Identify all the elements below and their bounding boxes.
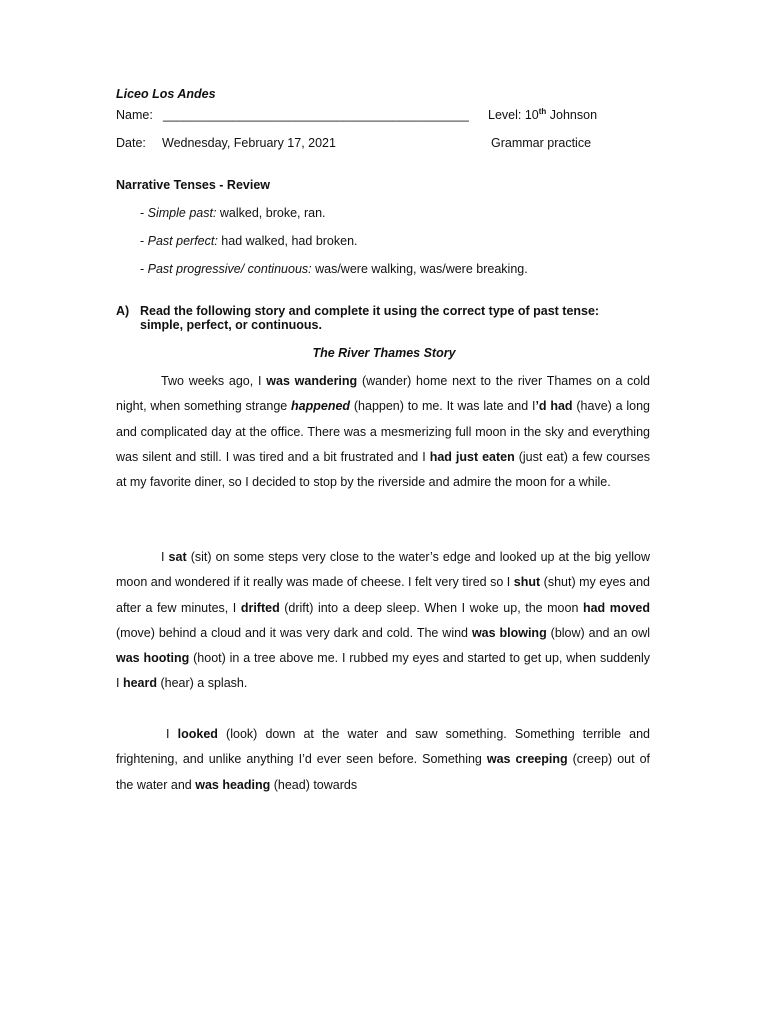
bullet-dash: - <box>140 262 148 276</box>
story-text: (hear) a splash. <box>157 676 248 691</box>
answer-verb: had just eaten <box>429 449 515 464</box>
answer-verb: was hooting <box>116 651 190 666</box>
tense-past-progressive <box>140 262 528 276</box>
story-text: (hoot) in a tree above me. I rubbed my eyes and started to get up, when suddenly I <box>116 651 651 691</box>
tense-examples: walked, broke, ran. <box>216 206 326 220</box>
level-superscript: th <box>538 106 547 116</box>
story-text: I <box>166 727 178 741</box>
answer-verb: happened <box>291 399 351 414</box>
answer-verb: was heading <box>195 777 271 792</box>
task-letter: A) <box>116 304 130 318</box>
story-text: (shut) my eyes and after a few minutes, I <box>116 575 651 615</box>
story-paragraph-1 <box>116 369 650 495</box>
date-value: Wednesday, February 17, 2021 <box>162 136 336 150</box>
answer-verb: drifted <box>240 600 280 615</box>
tense-term: Simple past: <box>147 206 217 220</box>
level-label <box>488 108 597 122</box>
story-text: (move) behind a cloud and it was very dark and cold. The wind <box>116 625 472 640</box>
level-suffix: Johnson <box>546 108 598 122</box>
story-text: I <box>161 550 169 564</box>
tense-term: Past perfect: <box>147 234 218 248</box>
name-blank-line: ____________________________________________ <box>163 108 469 122</box>
bullet-dash: - <box>140 206 148 220</box>
review-title: Narrative Tenses - Review <box>116 178 271 192</box>
story-text: (look) down at the water and saw something. Something terrible and frightening, and unlike anything I’d ever seen before. Something <box>116 727 651 767</box>
story-text: (head) towards <box>270 777 358 792</box>
story-title: The River Thames Story <box>312 346 456 360</box>
name-label: Name: <box>116 108 153 122</box>
tense-term: Past progressive/ continuous: <box>147 262 312 276</box>
task-instruction <box>116 304 656 332</box>
level-prefix: Level: 10 <box>488 108 539 122</box>
story-text: (blow) and an owl <box>546 625 650 640</box>
subject-label: Grammar practice <box>491 136 592 150</box>
answer-verb: had moved <box>582 600 650 615</box>
story-text: (creep) out of the water and <box>116 752 650 792</box>
story-text: (happen) to me. It was late and I <box>350 399 536 414</box>
story-text: (have) a long and complicated day at the office. There was a mesmerizing full moon in the sky and everything was silent and still. I was tired and a bit frustrated and I <box>116 399 650 464</box>
tense-examples: had walked, had broken. <box>217 234 358 248</box>
answer-verb: sat <box>168 550 187 564</box>
answer-verb: was creeping <box>486 752 568 767</box>
answer-verb: looked <box>177 727 218 741</box>
answer-verb: was wandering <box>266 374 358 388</box>
answer-verb: shut <box>513 575 541 590</box>
story-text: (just eat) a few courses at my favorite diner, so I decided to stop by the riverside and admire the moon for a while. <box>116 449 650 490</box>
tense-simple-past <box>140 206 326 220</box>
story-text: Two weeks ago, I <box>161 374 267 388</box>
bullet-dash: - <box>140 234 148 248</box>
task-line-2: simple, perfect, or continuous. <box>140 318 322 332</box>
story-text: (drift) into a deep sleep. When I woke up, the moon <box>279 600 583 615</box>
story-text: (wander) home next to the river Thames on a cold night, when something strange <box>116 374 650 414</box>
story-paragraph-2 <box>116 545 650 697</box>
story-paragraph-3 <box>116 722 650 798</box>
story-text: (sit) on some steps very close to the water’s edge and looked up at the big yellow moon and wondered if it really was made of cheese. I felt very tired so I <box>116 550 650 590</box>
school-name: Liceo Los Andes <box>116 87 216 101</box>
tense-examples: was/were walking, was/were breaking. <box>311 262 528 276</box>
task-line-1: Read the following story and complete it using the correct type of past tense: <box>140 304 600 318</box>
answer-verb: heard <box>122 676 157 691</box>
answer-verb: ’d had <box>535 399 573 414</box>
tense-past-perfect <box>140 234 358 248</box>
date-label: Date: <box>116 136 146 150</box>
answer-verb: was blowing <box>471 625 547 640</box>
